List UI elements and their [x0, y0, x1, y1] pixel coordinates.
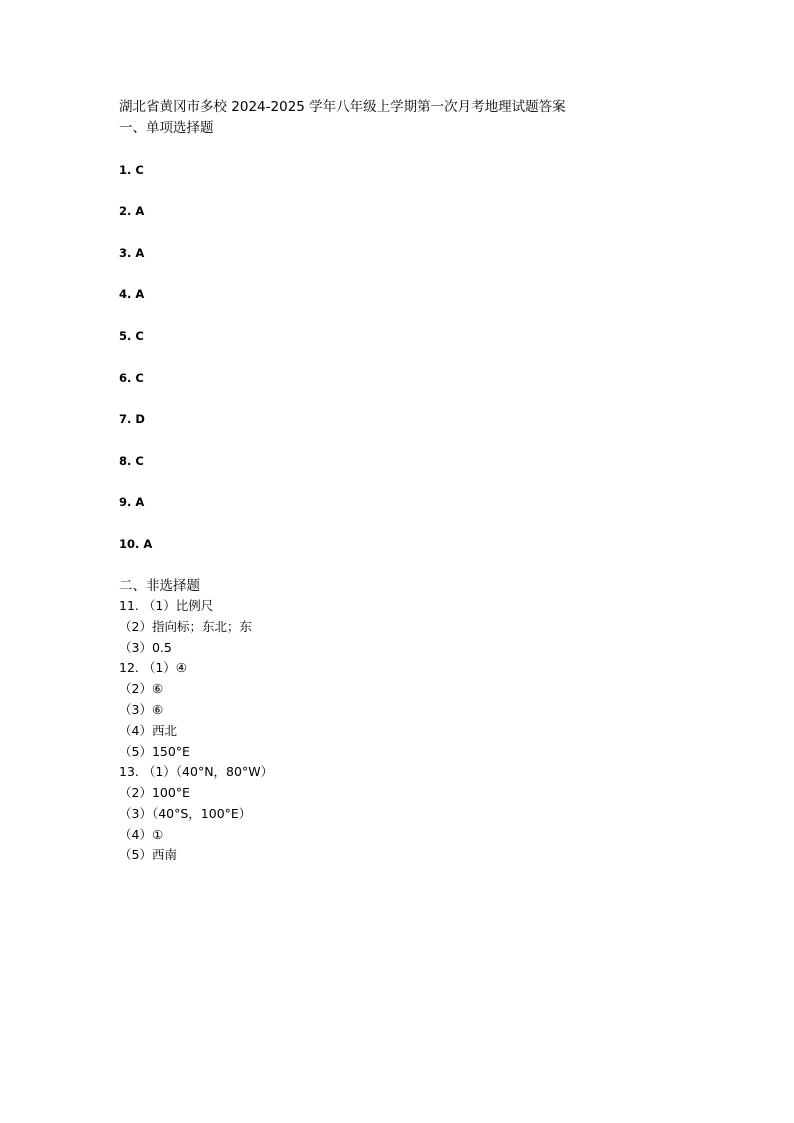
- document-title: 湖北省黄冈市多校 2024-2025 学年八年级上学期第一次月考地理试题答案: [119, 99, 566, 115]
- answer-line: （4）①: [119, 827, 164, 842]
- answer-item: 8. C: [119, 454, 144, 468]
- answer-line: 11. （1）比例尺: [119, 598, 214, 613]
- answer-item: 9. A: [119, 495, 145, 509]
- answer-item: 3. A: [119, 246, 145, 260]
- answer-item: 2. A: [119, 204, 145, 218]
- answer-line: （3）（40°S，100°E）: [119, 806, 252, 821]
- answer-line: （5）西南: [119, 847, 177, 862]
- answer-item: 10. A: [119, 537, 153, 551]
- answer-line: 13. （1）（40°N，80°W）: [119, 764, 274, 779]
- answer-item: 5. C: [119, 329, 144, 343]
- answer-line: （5）150°E: [119, 744, 190, 759]
- answer-line: （2）⑥: [119, 681, 164, 696]
- answer-line: （2）100°E: [119, 785, 190, 800]
- answer-line: （3）⑥: [119, 702, 164, 717]
- answer-line: （3）0.5: [119, 640, 172, 655]
- section2-heading: 二、非选择题: [119, 578, 200, 594]
- answer-item: 4. A: [119, 287, 145, 301]
- answer-line: （2）指向标；东北；东: [119, 619, 252, 634]
- answer-item: 7. D: [119, 412, 145, 426]
- answer-line: （4）西北: [119, 723, 177, 738]
- answer-item: 6. C: [119, 371, 144, 385]
- answer-line: 12. （1）④: [119, 660, 188, 675]
- answer-item: 1. C: [119, 163, 144, 177]
- section1-heading: 一、单项选择题: [119, 120, 214, 136]
